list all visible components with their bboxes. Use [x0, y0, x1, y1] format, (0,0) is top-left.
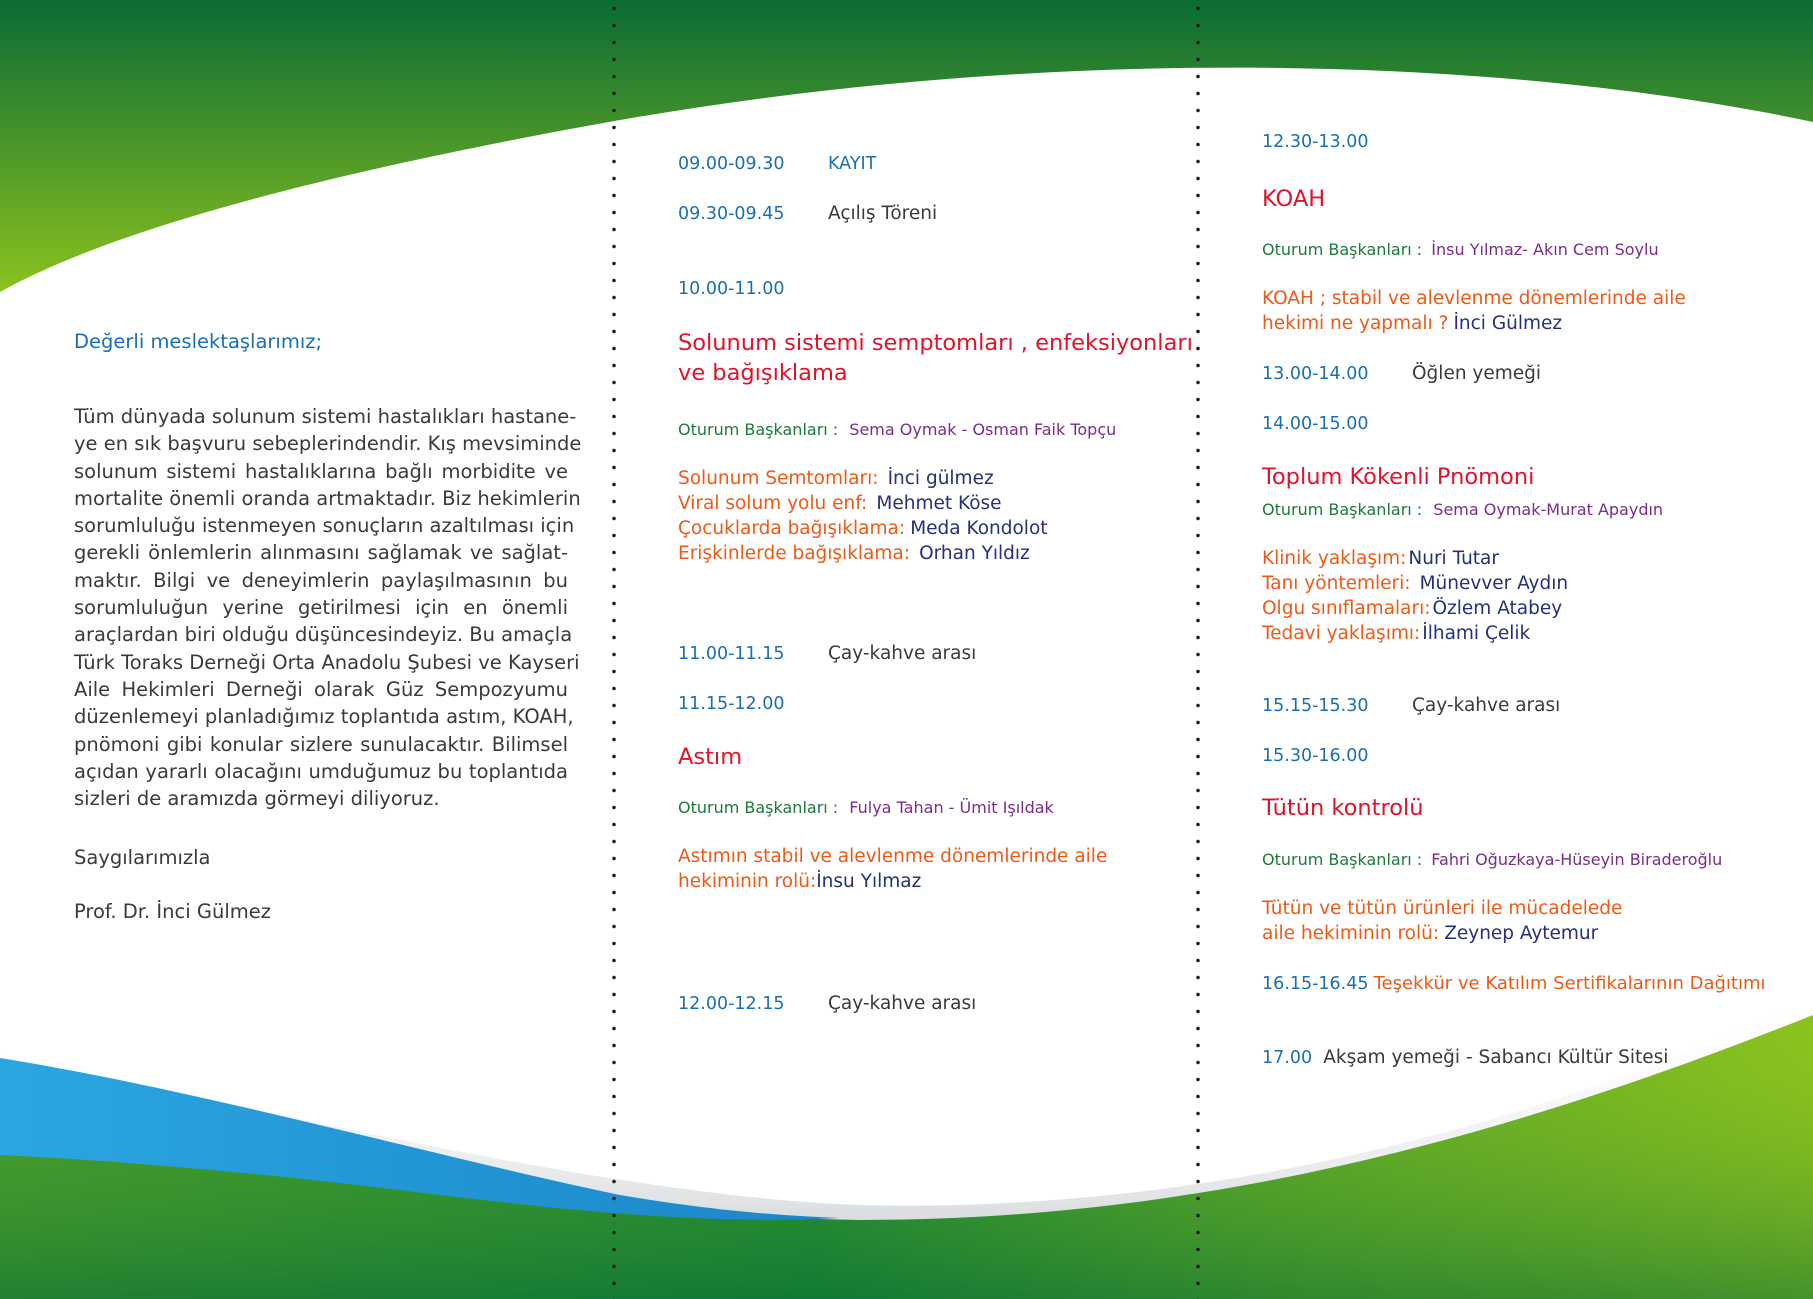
session5-time: 15.30-16.00	[1262, 746, 1369, 766]
session3-time: 12.30-13.00	[1262, 132, 1369, 152]
letter-line: araçlardan biri olduğu düşüncesindeyiz. Bu amaçla	[74, 623, 573, 647]
session2-chairs	[678, 798, 1054, 817]
break1-time: 11.00-11.15	[678, 644, 785, 664]
break3-label: Çay-kahve arası	[1412, 695, 1561, 716]
break2-label: Çay-kahve arası	[828, 993, 977, 1014]
dinner-label: Akşam yemeği - Sabancı Kültür Sitesi	[1323, 1047, 1669, 1068]
talk-item	[678, 518, 1048, 539]
letter-line: pnömoni gibi konular sizlere sunulacaktır. Bilimsel	[74, 732, 568, 756]
session5-topic: Tütün ve tütün ürünleri ile mücadelede	[1262, 898, 1623, 919]
lunch-time: 13.00-14.00	[1262, 364, 1369, 384]
session2-title: Astım	[678, 744, 743, 770]
session4-time: 14.00-15.00	[1262, 414, 1369, 434]
session1-time: 10.00-11.00	[678, 279, 785, 299]
talk-topic: Viral solum yolu enf:	[678, 493, 868, 514]
talk-topic: Çocuklarda bağışıklama:	[678, 518, 906, 539]
break1-label: Çay-kahve arası	[828, 643, 977, 664]
talk-item	[1262, 923, 1598, 944]
talk-topic: Tanı yöntemleri:	[1262, 573, 1411, 594]
session3-title: KOAH	[1262, 186, 1326, 212]
chairs-label: Oturum Başkanları :	[678, 798, 839, 817]
letter-line: sorumluluğu istenmeyen sonuçların azaltılması için	[74, 514, 575, 538]
talk-item	[1262, 623, 1530, 644]
talk-speaker: İlhami Çelik	[1422, 623, 1531, 644]
session3-topic: KOAH ; stabil ve alevlenme dönemlerinde aile	[1262, 288, 1686, 309]
chairs-names: Fahri Oğuzkaya-Hüseyin Biraderoğlu	[1431, 850, 1723, 869]
talk-speaker: İnci Gülmez	[1453, 313, 1563, 334]
chairs-names: Sema Oymak-Murat Apaydın	[1433, 500, 1664, 519]
letter-line: sizleri de aramızda görmeyi diliyoruz.	[74, 787, 440, 811]
chairs-names: Sema Oymak - Osman Faik Topçu	[849, 420, 1117, 439]
letter-line: maktır. Bilgi ve deneyimlerin paylaşılmasının bu	[74, 568, 568, 592]
chairs-label: Oturum Başkanları :	[1262, 500, 1423, 519]
talk-speaker: İnci gülmez	[887, 468, 994, 489]
session1-title-line2: ve bağışıklama	[678, 360, 848, 386]
session5-title: Tütün kontrolü	[1262, 795, 1424, 821]
session5-chairs	[1262, 850, 1722, 869]
label-registration: KAYIT	[828, 154, 877, 174]
talk-item	[678, 493, 1002, 514]
letter-line: Aile Hekimleri Derneği olarak Güz Sempozyumu	[74, 677, 568, 701]
break3-time: 15.15-15.30	[1262, 696, 1369, 716]
chairs-names: İnsu Yılmaz- Akın Cem Soylu	[1431, 240, 1659, 259]
talk-topic: Solunum Semtomları:	[678, 468, 879, 489]
talk-item	[678, 871, 921, 892]
talk-speaker: Nuri Tutar	[1408, 548, 1499, 569]
talk-speaker: İnsu Yılmaz	[816, 871, 922, 892]
talk-speaker: Münevver Aydın	[1419, 573, 1569, 594]
session4-chairs	[1262, 500, 1663, 519]
talk-topic: Olgu sınıflamaları:	[1262, 598, 1431, 619]
chairs-label: Oturum Başkanları :	[678, 420, 839, 439]
time-registration: 09.00-09.30	[678, 154, 785, 174]
session2-time: 11.15-12.00	[678, 694, 785, 714]
talk-item	[678, 543, 1030, 564]
talk-topic: aile hekiminin rolü:	[1262, 923, 1440, 944]
fold-line-right	[1196, 0, 1200, 1299]
letter-line: gerekli önlemlerin alınmasını sağlamak ve sağlat-	[74, 541, 568, 565]
chairs-label: Oturum Başkanları :	[1262, 850, 1423, 869]
dinner-item	[1262, 1047, 1668, 1068]
letter-line: mortalite önemli oranda artmaktadır. Biz hekimlerin	[74, 486, 581, 510]
closing-label: Teşekkür ve Katılım Sertifikalarının Dağıtımı	[1373, 973, 1766, 994]
chairs-label: Oturum Başkanları :	[1262, 240, 1423, 259]
talk-topic: Erişkinlerde bağışıklama:	[678, 543, 910, 564]
talk-item	[1262, 573, 1568, 594]
letter-line: solunum sistemi hastalıklarına bağlı morbidite ve	[74, 459, 568, 483]
talk-speaker: Meda Kondolot	[910, 518, 1048, 539]
session3-chairs	[1262, 240, 1659, 259]
lunch-label: Öğlen yemeği	[1412, 363, 1542, 384]
letter-line: Türk Toraks Derneği Orta Anadolu Şubesi ve Kayseri	[74, 650, 580, 674]
talk-speaker: Zeynep Aytemur	[1444, 923, 1599, 944]
letter-body	[74, 403, 582, 812]
talk-item	[1262, 548, 1499, 569]
talk-speaker: Mehmet Köse	[876, 493, 1002, 514]
talk-speaker: Özlem Atabey	[1432, 598, 1563, 619]
talk-speaker: Orhan Yıldız	[919, 543, 1030, 564]
chairs-names: Fulya Tahan - Ümit Işıldak	[849, 798, 1054, 817]
letter-line: sorumluluğun yerine getirilmesi için en önemli	[74, 596, 568, 620]
talk-topic: hekimi ne yapmalı ?	[1262, 313, 1449, 334]
letter-line: açıdan yararlı olacağını umduğumuz bu toplantıda	[74, 759, 568, 783]
talk-topic: Tedavi yaklaşımı:	[1262, 623, 1421, 644]
letter-line: Tüm dünyada solunum sistemi hastalıkları hastane-	[74, 405, 577, 428]
session1-title: Solunum sistemi semptomları , enfeksiyonları	[678, 330, 1193, 356]
break2-time: 12.00-12.15	[678, 994, 785, 1014]
session4-title: Toplum Kökenli Pnömoni	[1262, 464, 1535, 490]
letter-greeting: Değerli meslektaşlarımız;	[74, 330, 323, 353]
session2-topic: Astımın stabil ve alevlenme dönemlerinde aile	[678, 846, 1108, 867]
letter-signature: Prof. Dr. İnci Gülmez	[74, 900, 271, 923]
fold-line-left	[612, 0, 616, 1299]
talk-item	[1262, 598, 1562, 619]
talk-item	[678, 468, 994, 489]
closing-time: 16.15-16.45	[1262, 974, 1369, 994]
time-opening: 09.30-09.45	[678, 204, 785, 224]
letter-line: ye en sık başvuru sebeplerindendir. Kış mevsiminde	[74, 432, 582, 456]
label-opening: Açılış Töreni	[828, 203, 938, 224]
session1-chairs	[678, 420, 1116, 439]
closing-item	[1262, 973, 1766, 994]
talk-topic: hekiminin rolü:	[678, 871, 817, 892]
talk-topic: Klinik yaklaşım:	[1262, 548, 1407, 569]
letter-line: düzenlemeyi planladığımız toplantıda astım, KOAH,	[74, 705, 574, 729]
talk-item	[1262, 313, 1562, 334]
letter-closing: Saygılarımızla	[74, 846, 211, 869]
dinner-time: 17.00	[1262, 1048, 1313, 1068]
